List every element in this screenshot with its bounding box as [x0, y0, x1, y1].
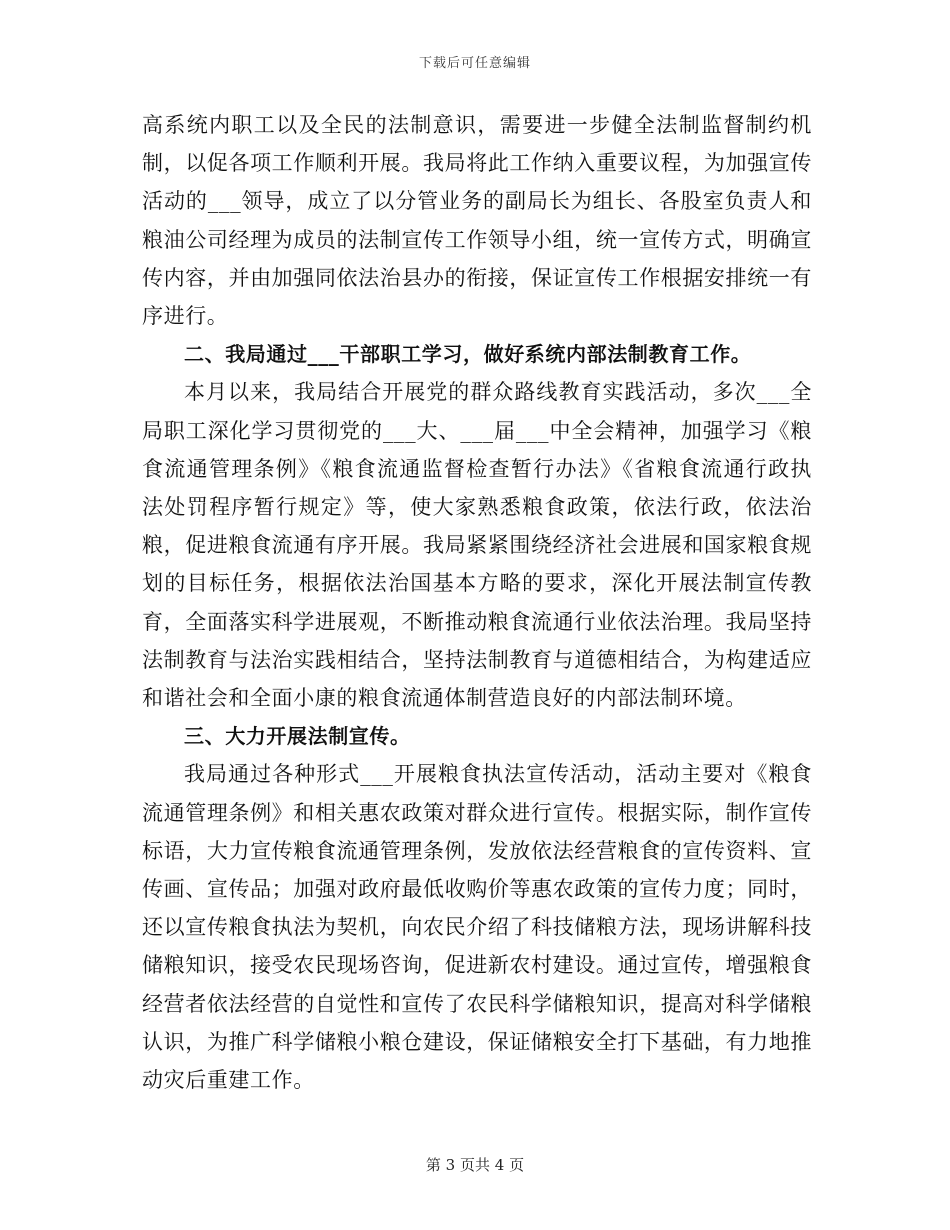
page-header: 下载后可任意编辑 — [418, 56, 531, 71]
document-body — [142, 106, 812, 1099]
paragraph-3: 我局通过各种形式___开展粮食执法宣传活动，活动主要对《粮食流通管理条例》和相关惠农政策对群众进行宣传。根据实际，制作宣传标语，大力宣传粮食流通管理条例，发放依法经营粮食的宣传资料、宣传画、宣传品；加强对政府最低收购价等惠农政策的宣传力度；同时，还以宣传粮食执法为契机，向农民介绍了科技储粮方法，现场讲解科技储粮知识，接受农民现场咨询，促进新农村建设。通过宣传，增强粮食经营者依法经营的自觉性和宣传了农民科学储粮知识，提高对科学储粮认识，为推广科学储粮小粮仓建设，保证储粮安全打下基础，有力地推动灾后重建工作。 — [142, 762, 812, 1093]
section-heading-3: 三、大力开展法制宣传。 — [184, 724, 411, 749]
paragraph-1: 高系统内职工以及全民的法制意识，需要进一步健全法制监督制约机制，以促各项工作顺利开展。我局将此工作纳入重要议程，为加强宣传活动的___领导，成立了以分管业务的副局长为组长、各股室负责人和粮油公司经理为成员的法制宣传工作领导小组，统一宣传方式，明确宣传内容，并由加强同依法治县办的衔接，保证宣传工作根据安排统一有序进行。 — [142, 113, 812, 329]
section-heading-2: 二、我局通过___干部职工学习，做好系统内部法制教育工作。 — [184, 342, 752, 367]
page-footer: 第 3 页共 4 页 — [425, 1156, 525, 1174]
paragraph-2: 本月以来，我局结合开展党的群众路线教育实践活动，多次___全局职工深化学习贯彻党的___大、___届___中全会精神，加强学习《粮食流通管理条例》《粮食流通监督检查暂行办法》《省粮食流通行政执法处罚程序暂行规定》等，使大家熟悉粮食政策，依法行政，依法治粮，促进粮食流通有序开展。我局紧紧围绕经济社会进展和国家粮食规划的目标任务，根据依法治国基本方略的要求，深化开展法制宣传教育，全面落实科学进展观，不断推动粮食流通行业依法治理。我局坚持法制教育与法治实践相结合，坚持法制教育与道德相结合，为构建适应和谐社会和全面小康的粮食流通体制营造良好的内部法制环境。 — [142, 380, 812, 711]
